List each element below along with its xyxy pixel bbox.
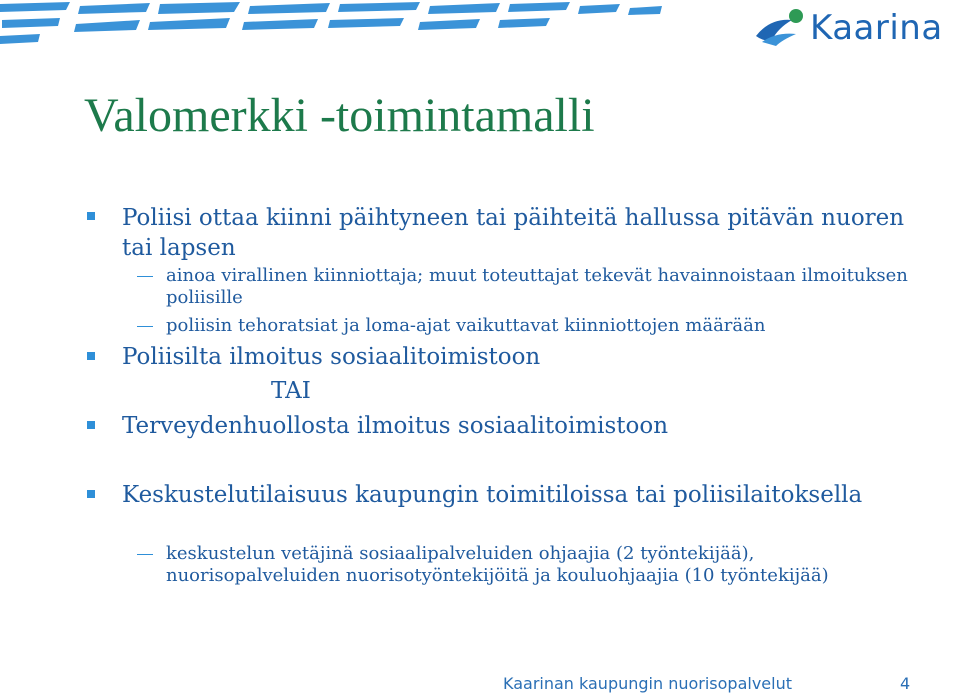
blue-wave-decoration bbox=[0, 0, 700, 60]
slide-title: Valomerkki -toimintamalli bbox=[84, 89, 595, 142]
bullet-square-icon bbox=[87, 421, 95, 429]
bullet-square-icon bbox=[87, 352, 95, 360]
list-item: Keskustelutilaisuus kaupungin toimitiloissa tai poliisilaitoksella bbox=[122, 482, 863, 508]
list-item: Poliisilta ilmoitus sosiaalitoimistoon bbox=[122, 344, 541, 370]
kaarina-logo-icon bbox=[752, 6, 808, 48]
bullet-dash-icon bbox=[137, 276, 153, 277]
list-item: poliisin tehoratsiat ja loma-ajat vaikuttavat kiinniottojen määrään bbox=[166, 315, 766, 336]
kaarina-logo bbox=[752, 6, 958, 48]
or-text: TAI bbox=[271, 378, 311, 404]
page-number: 4 bbox=[900, 674, 911, 693]
bullet-square-icon bbox=[87, 212, 95, 220]
bullet-square-icon bbox=[87, 490, 95, 498]
bullet-dash-icon bbox=[137, 554, 153, 555]
list-item: keskustelun vetäjinä sosiaalipalveluiden ohjaajia (2 työntekijää), nuorisopalveluiden nuorisotyöntekijöitä ja kouluohjaajia (10 työntekijää) bbox=[166, 543, 829, 586]
bullet-dash-icon bbox=[137, 326, 153, 327]
list-item: Poliisi ottaa kiinni päihtyneen tai päihteitä hallussa pitävän nuoren tai lapsen bbox=[122, 205, 905, 261]
list-item: Terveydenhuollosta ilmoitus sosiaalitoimistoon bbox=[122, 413, 669, 439]
list-item: ainoa virallinen kiinniottaja; muut toteuttajat tekevät havainnoistaan ilmoituksen poliisille bbox=[166, 265, 908, 308]
footer-org: Kaarinan kaupungin nuorisopalvelut bbox=[503, 674, 793, 693]
logo-text: Kaarina bbox=[810, 8, 943, 48]
